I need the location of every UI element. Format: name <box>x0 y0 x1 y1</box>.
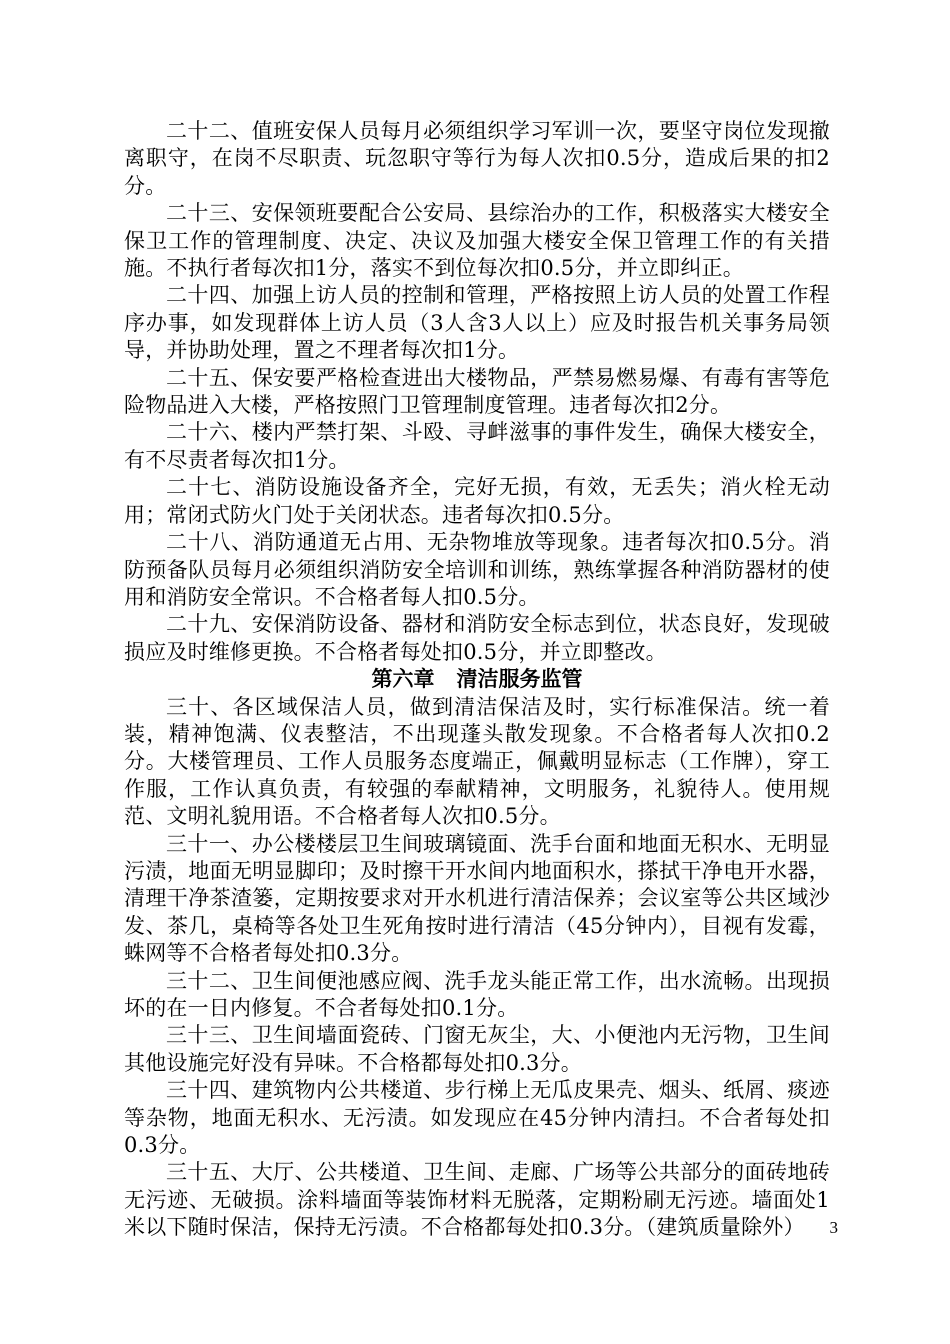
article-22: 二十二、值班安保人员每月必须组织学习军训一次，要坚守岗位发现撤离职守，在岗不尽职责、玩忽职守等行为每人次扣0.5分，造成后果的扣2分。 <box>124 119 830 198</box>
article-33: 三十三、卫生间墙面瓷砖、门窗无灰尘，大、小便池内无污物，卫生间其他设施完好没有异味。不合格都每处扣0.3分。 <box>124 1023 830 1075</box>
article-34: 三十四、建筑物内公共楼道、步行梯上无瓜皮果壳、烟头、纸屑、痰迹等杂物，地面无积水、无污渍。如发现应在45分钟内清扫。不合者每处扣0.3分。 <box>124 1078 830 1158</box>
article-31: 三十一、办公楼楼层卫生间玻璃镜面、洗手台面和地面无积水、无明显污渍，地面无明显脚印；及时擦干开水间内地面积水，搽拭干净电开水器，清理干净茶渣篓，定期按要求对开水机进行清洁保养；会议室等公共区域沙发、茶几，桌椅等各处卫生死角按时进行清洁（45分钟内），目视有发霉，蛛网等不合格者每处扣0.3分。 <box>124 831 830 966</box>
article-29: 二十九、安保消防设备、器材和消防安全标志到位，状态良好，发现破损应及时维修更换。不合格者每处扣0.5分，并立即整改。 <box>124 612 830 664</box>
article-26: 二十六、楼内严禁打架、斗殴、寻衅滋事的事件发生，确保大楼安全，有不尽责者每次扣1分。 <box>124 420 830 472</box>
document-body <box>124 118 830 1242</box>
article-35: 三十五、大厅、公共楼道、卫生间、走廊、广场等公共部分的面砖地砖无污迹、无破损。涂料墙面等装饰材料无脱落，定期粉刷无污迹。墙面处1米以下随时保洁，保持无污渍。不合格都每处扣0.3分。（建筑质量除外） <box>124 1160 830 1240</box>
article-32: 三十二、卫生间便池感应阀、洗手龙头能正常工作，出水流畅。出现损坏的在一日内修复。不合者每处扣0.1分。 <box>124 968 830 1020</box>
chapter-heading <box>124 666 830 693</box>
article-25: 二十五、保安要严格检查进出大楼物品，严禁易燃易爆、有毒有害等危险物品进入大楼，严格按照门卫管理制度管理。违者每次扣2分。 <box>124 365 830 418</box>
article-28: 二十八、消防通道无占用、无杂物堆放等现象。违者每次扣0.5分。消防预备队员每月必须组织消防安全培训和训练，熟练掌握各种消防器材的使用和消防安全常识。不合格者每人扣0.5分。 <box>124 530 830 609</box>
article-23: 二十三、安保领班要配合公安局、县综治办的工作，积极落实大楼安全保卫工作的管理制度、决定、决议及加强大楼安全保卫管理工作的有关措施。不执行者每次扣1分，落实不到位每次扣0.5分，并立即纠正。 <box>124 201 830 281</box>
article-30: 三十、各区域保洁人员，做到清洁保洁及时，实行标准保洁。统一着装，精神饱满、仪表整洁，不出现蓬头散发现象。不合格者每人次扣0.2分。大楼管理员、工作人员服务态度端正，佩戴明显标志（工作牌），穿工作服，工作认真负责，有较强的奉献精神，文明服务，礼貌待人。使用规范、文明礼貌用语。不合格者每人次扣0.5分。 <box>124 694 830 829</box>
chapter-number: 第六章 <box>371 667 435 692</box>
page-number: 3 <box>829 1218 838 1237</box>
article-24: 二十四、加强上访人员的控制和管理，严格按照上访人员的处置工作程序办事，如发现群体上访人员（3人含3人以上）应及时报告机关事务局领导，并协助处理，置之不理者每次扣1分。 <box>124 283 830 363</box>
chapter-title: 清洁服务监管 <box>456 667 583 692</box>
article-27: 二十七、消防设施设备齐全，完好无损，有效，无丢失；消火栓无动用；常闭式防火门处于关闭状态。违者每次扣0.5分。 <box>124 475 830 527</box>
